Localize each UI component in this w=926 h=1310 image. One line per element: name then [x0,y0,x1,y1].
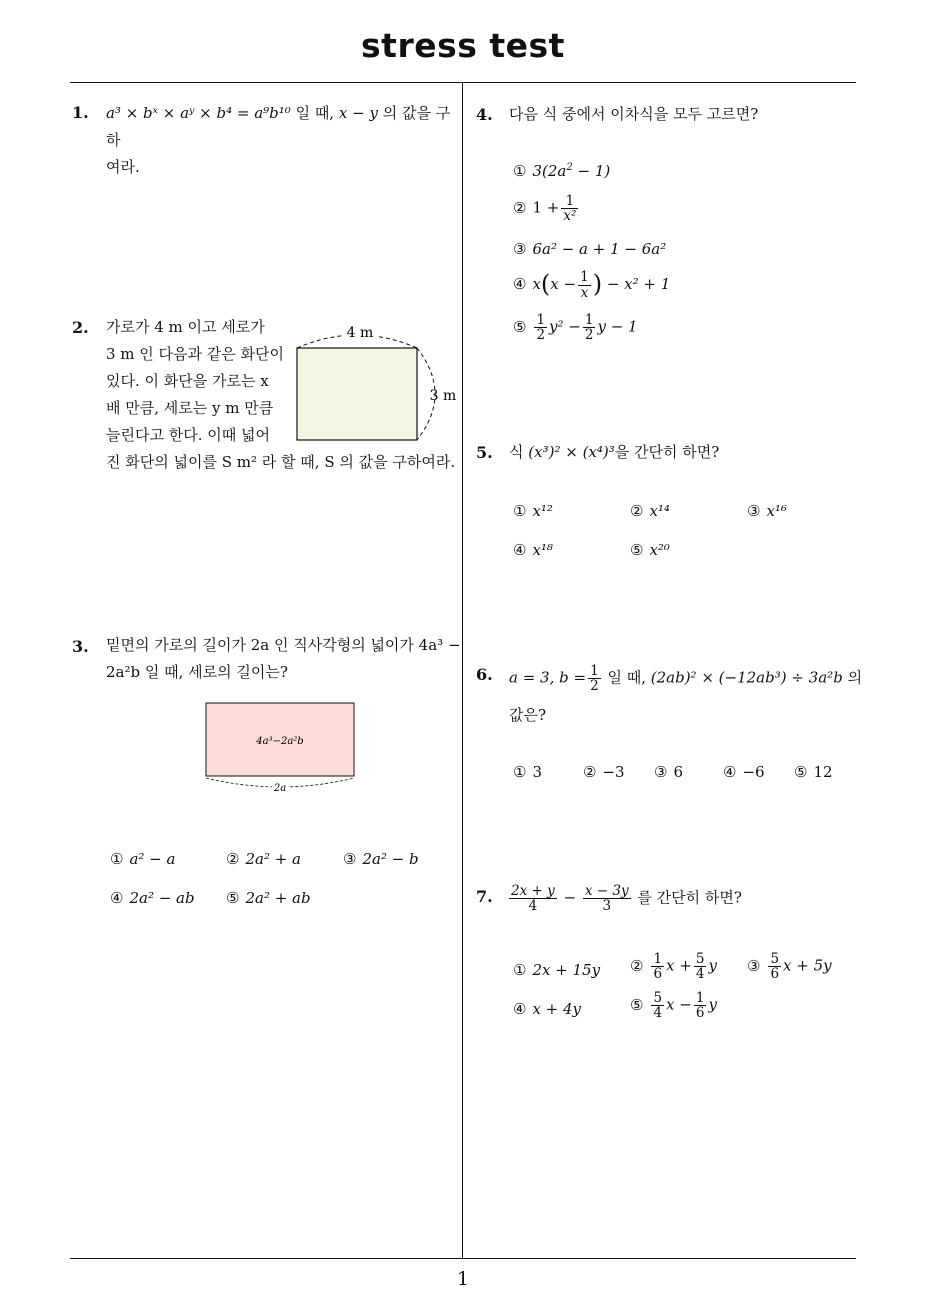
q7-opt2-n2: 5 [695,951,705,967]
q6-option-2[interactable] [583,763,625,781]
q3-option-5-mark: ⑤ [226,889,240,907]
q2-line-1: 가로가 4 m 이고 세로가 [106,318,265,336]
q4-option-4[interactable] [513,270,670,300]
q5-option-2-mark: ② [630,502,644,520]
q7-option-2[interactable] [630,952,717,981]
q3-option-2[interactable] [226,850,301,868]
q5-text [509,439,719,466]
q4-opt4-lparen: ( [540,270,551,298]
q4-opt4-rparen: ) [592,270,603,298]
q1-math: a³ × bˣ × aʸ × b⁴ = a⁹b¹⁰ [106,104,291,122]
q7-opt2-frac2 [694,952,707,981]
q7-option-1-mark: ① [513,961,527,979]
q5-option-3-text: x¹⁶ [766,502,787,520]
q6-option-3-text: 6 [673,763,683,781]
q4-opt5-b: y − 1 [597,317,638,336]
q7-opt2-b: y [708,956,717,975]
q2-height-label: 3 m [429,388,457,404]
q5-option-3[interactable] [747,502,787,520]
q4-opt5-den2: 2 [584,327,594,344]
q7-opt5-frac1 [651,991,664,1020]
q3-option-5-text: 2a² + ab [245,889,311,907]
q7-option-4-text: x + 4y [532,1000,582,1018]
q7-opt5-n1: 5 [653,990,663,1006]
q7-opt5-d2: 6 [695,1005,705,1022]
q7-opt5-frac2 [694,991,707,1020]
q7-opt2-n1: 1 [653,951,663,967]
q4-option-5-frac1 [534,313,547,342]
q7-minus: − [563,888,577,907]
q5-option-1-mark: ① [513,502,527,520]
q3-text [106,632,461,686]
q4-option-4-mark: ④ [513,275,527,293]
q1-expr: x − y [338,104,378,122]
q6-option-1[interactable] [513,763,542,781]
q6-option-4[interactable] [723,763,765,781]
q6-option-2-text: −3 [602,763,625,781]
q4-option-4-frac [578,270,591,299]
q4-text: 다음 식 중에서 이차식을 모두 고르면? [509,105,759,123]
q7-text [507,884,742,913]
q7-num2: x − 3y [584,883,629,899]
q3-option-2-text: 2a² + a [245,850,301,868]
q7-den2: 3 [602,898,612,915]
q7-num1: 2x + y [511,883,555,899]
q4-opt4-den: x [580,284,589,301]
q7-option-3[interactable] [747,952,832,981]
q7-opt5-d1: 4 [653,1005,663,1022]
q4-opt5-den1: 2 [536,327,546,344]
q6-option-2-mark: ② [583,763,597,781]
q7-den1: 4 [528,898,538,915]
q6-text-b: 의 [847,668,863,687]
q4-option-2-a: 1 + [532,198,560,217]
q5-option-5[interactable] [630,541,670,559]
q6-math-a: a = 3, b = [509,668,587,687]
q4-opt2-den: x² [563,208,577,225]
page-title: stress test [361,26,565,65]
q3-option-5[interactable] [226,889,311,907]
q2-flowerbed-rect [297,348,417,440]
q7-option-3-mark: ③ [747,956,761,975]
q6-math-b: (2ab)² × (−12ab³) ÷ 3a²b [650,668,843,687]
q4-option-1-mark: ① [513,162,527,180]
q3-option-4-text: 2a² − ab [129,889,195,907]
q4-option-1-text: $3(2a^2 - 1)$ [532,162,611,180]
q3-base-label: 2a [273,783,287,794]
column-divider [462,83,463,1258]
q4-opt2-num: 1 [561,194,578,209]
q3-option-4-mark: ④ [110,889,124,907]
q6-option-1-text: 3 [532,763,542,781]
q4-opt5-num2: 1 [584,312,594,328]
q6-option-4-mark: ④ [723,763,737,781]
q1-text [106,100,458,181]
q7-frac1 [509,884,557,913]
q4-option-3-mark: ③ [513,240,527,258]
q4-option-1[interactable] [513,162,610,180]
q4-option-3[interactable] [513,240,666,258]
q7-opt3-a: x + 5y [783,956,832,975]
q5-option-4-text: x¹⁸ [532,541,553,559]
q3-option-2-mark: ② [226,850,240,868]
q4-opt5-a: y² − [549,317,581,336]
q3-line-2: 2a²b 일 때, 세로의 길이는? [106,663,288,681]
q3-option-1[interactable] [110,850,175,868]
q5-option-5-mark: ⑤ [630,541,644,559]
q3-option-4[interactable] [110,889,195,907]
q3-option-3-text: 2a² − b [362,850,419,868]
q5-option-5-text: x²⁰ [649,541,670,559]
q6-option-3-mark: ③ [654,763,668,781]
q3-option-1-text: a² − a [129,850,176,868]
q6-frac-den: 2 [590,678,599,695]
q6-frac [588,664,601,693]
q5-option-1-text: x¹² [532,502,553,520]
q4-opt4-c: − x² + 1 [606,275,671,293]
q5-option-3-mark: ③ [747,502,761,520]
q6-text [509,663,863,695]
q5-option-2[interactable] [630,502,670,520]
q7-opt2-d2: 4 [695,966,705,983]
q7-frac2 [583,884,631,913]
q7-opt5-b: y [708,995,717,1014]
q6-option-3[interactable] [654,763,683,781]
q4-opt5-num1: 1 [536,312,546,328]
q7-option-1[interactable] [513,961,600,979]
q5-math: (x³)² × (x⁴)³ [528,443,615,461]
q3-option-3[interactable] [343,850,419,868]
q7-option-2-mark: ② [630,956,644,975]
q5-text-a: 식 [509,443,524,461]
q7-option-4-mark: ④ [513,1000,527,1018]
q6-text-c: 값은? [509,706,547,724]
q6-option-5-text: 12 [813,763,833,781]
q1-text-c: 여라. [106,158,140,176]
q7-opt2-a: x + [666,956,692,975]
q7-opt2-d1: 6 [653,966,663,983]
q7-opt3-frac [768,952,781,981]
q3-number: 3. [72,637,89,656]
q4-opt4-num: 1 [580,269,589,286]
q4-option-3-text: 6a² − a + 1 − 6a² [532,240,667,258]
q3-line-1: 밑면의 가로의 길이가 2a 인 직사각형의 넓이가 4a³ − [106,636,461,654]
q2-width-label: 4 m [346,325,374,341]
q7-option-4[interactable] [513,1000,581,1018]
q1-text-a: 일 때, [295,104,335,122]
q6-option-5-mark: ⑤ [794,763,808,781]
q6-option-4-text: −6 [742,763,765,781]
q2-figure [285,318,460,448]
q7-number: 7. [476,887,493,906]
q7-opt5-a: x − [666,995,692,1014]
q7-opt3-d1: 6 [770,966,780,983]
top-rule [70,82,856,83]
q3-option-1-mark: ① [110,850,124,868]
q2-number: 2. [72,318,89,337]
q4-option-2[interactable] [513,194,580,223]
q4-option-5-frac2 [583,313,596,342]
q7-opt5-n2: 1 [695,990,705,1006]
q7-opt2-frac1 [651,952,664,981]
q1-text-b: 의 값을 구하 [106,104,451,149]
q7-option-1-text: 2x + 15y [532,961,601,979]
q2-line-4: 배 만큼, 세로는 y m 만큼 [106,399,274,417]
q1-number: 1. [72,103,89,122]
q4-option-5-mark: ⑤ [513,317,527,336]
q2-line-2: 3 m 인 다음과 같은 화단이 [106,345,285,363]
q5-option-4[interactable] [513,541,553,559]
q6-frac-num: 1 [590,663,599,679]
q6-number: 6. [476,665,493,684]
q5-number: 5. [476,443,493,462]
q3-figure [200,700,362,796]
q4-opt4-b: x − [550,275,577,293]
q4-opt4-a: x [532,275,541,293]
q4-option-5[interactable] [513,313,638,342]
q5-text-b: 을 간단히 하면? [614,443,720,461]
q7-opt3-n1: 5 [770,951,780,967]
q4-number: 4. [476,105,493,124]
q6-option-5[interactable] [794,763,833,781]
q2-line-5: 늘린다고 한다. 이때 넓어 [106,426,270,444]
q7-prompt: 를 간단히 하면? [637,888,742,907]
q2-line-3: 있다. 이 화단을 가로는 x [106,372,269,390]
q2-line-6: 진 화단의 넓이를 S m² 라 할 때, S 의 값을 구하여라. [106,453,456,471]
bottom-rule [70,1258,856,1259]
page-number: 1 [456,1268,470,1290]
q6-text-a: 일 때, [607,668,646,687]
q3-area-label: 4a³−2a²b [256,736,304,747]
q4-option-2-frac [561,194,578,223]
q6-option-1-mark: ① [513,763,527,781]
q5-option-4-mark: ④ [513,541,527,559]
q4-option-2-mark: ② [513,198,527,217]
q3-option-3-mark: ③ [343,850,357,868]
q7-option-5-mark: ⑤ [630,995,644,1014]
q5-option-2-text: x¹⁴ [649,502,670,520]
q5-option-1[interactable] [513,502,553,520]
q7-option-5[interactable] [630,991,717,1020]
